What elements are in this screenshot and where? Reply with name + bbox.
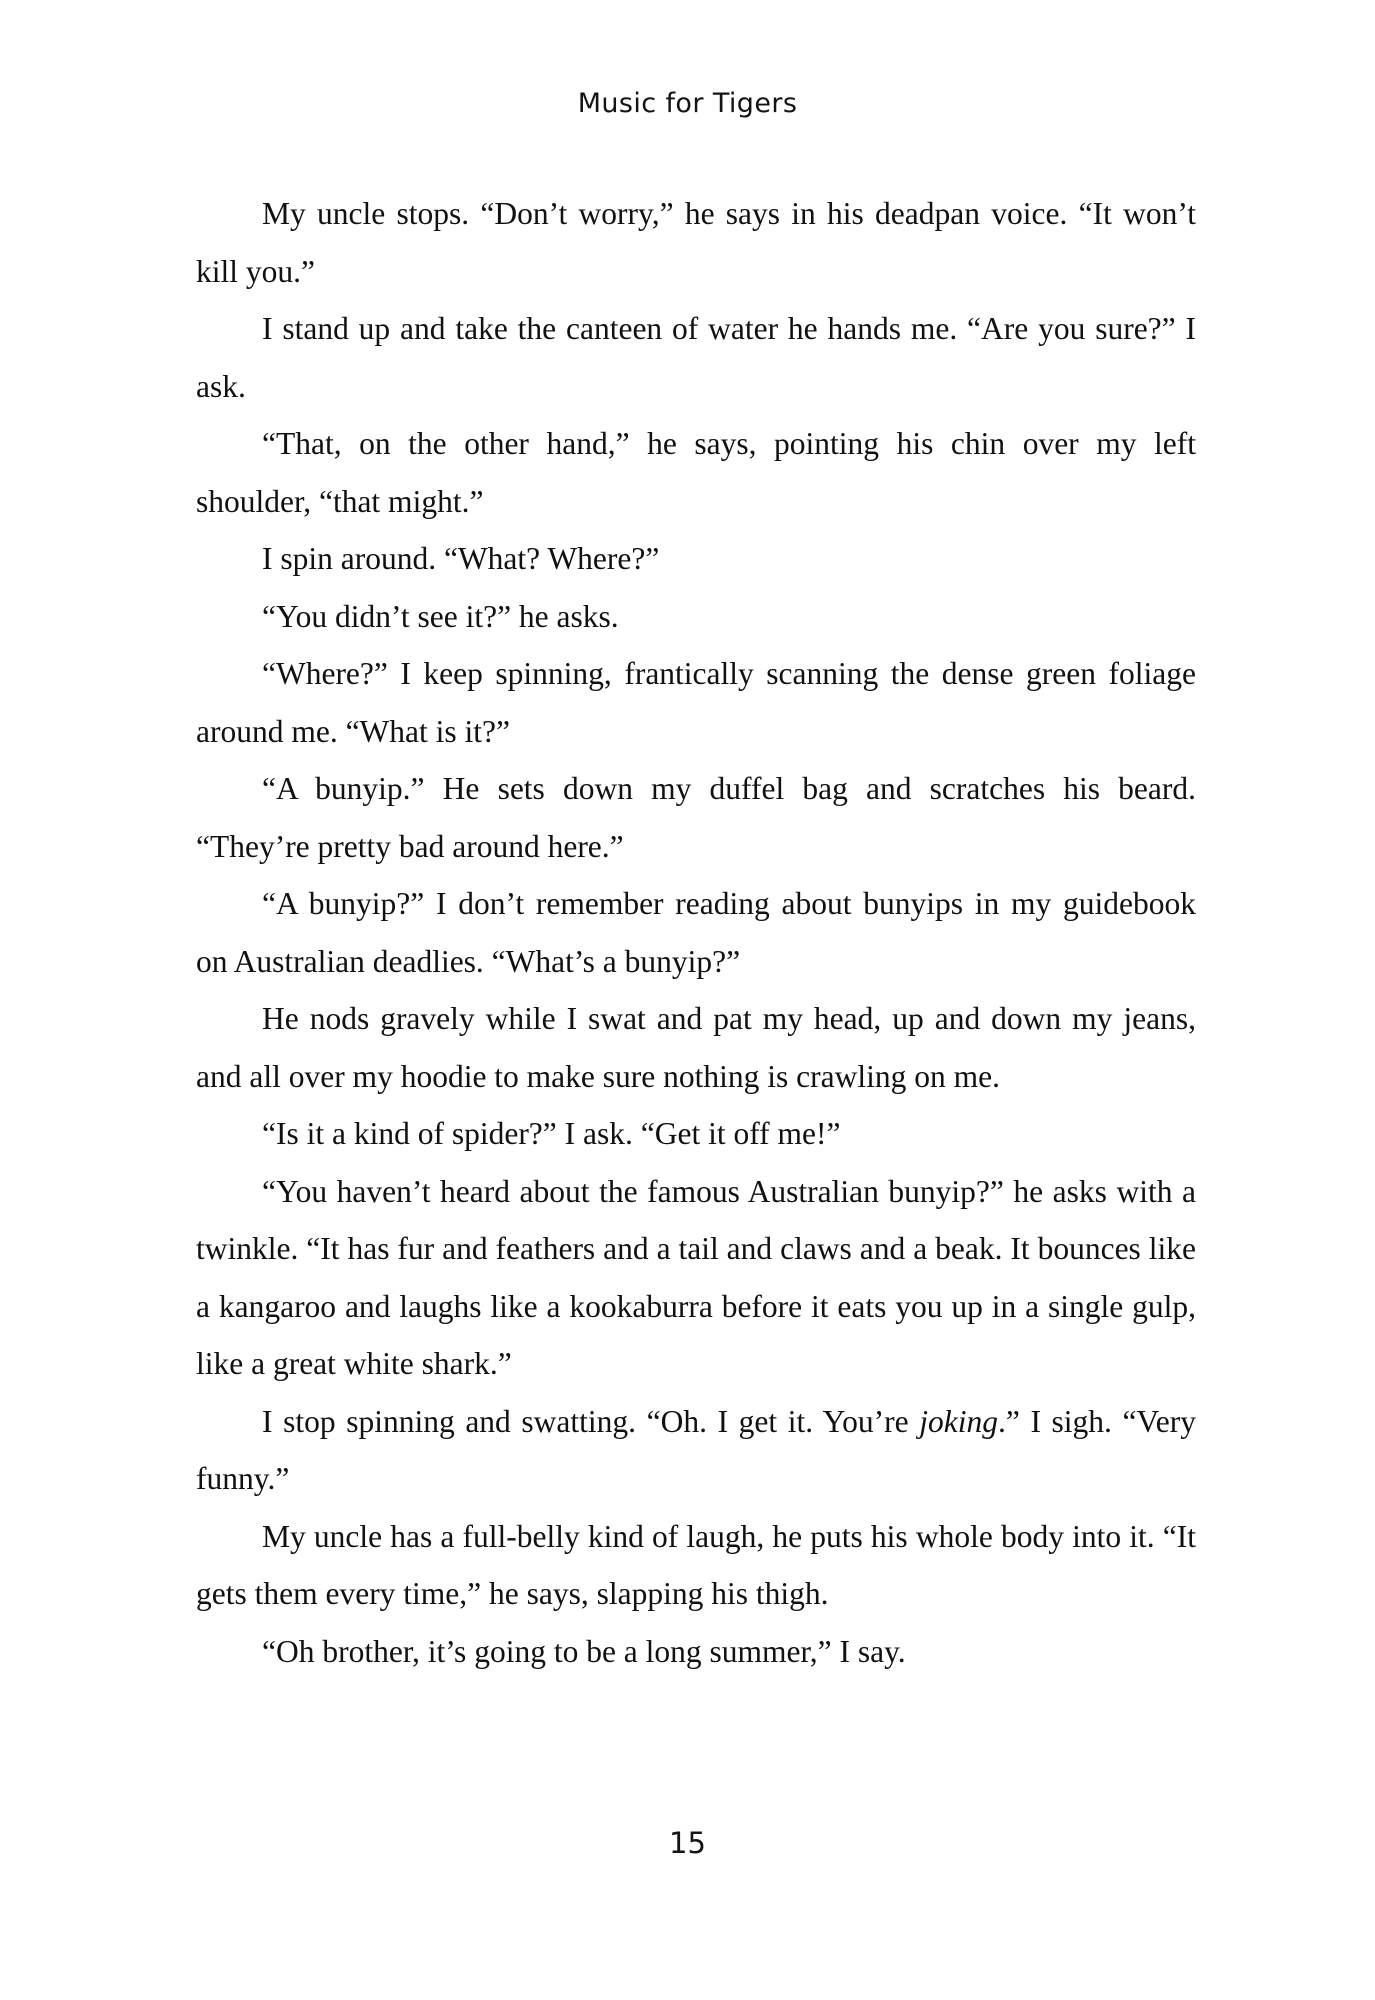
body-text — [196, 185, 1196, 1680]
paragraph: “Where?” I keep spinning, frantically scanning the dense green foliage around me. “What is it?” — [196, 656, 1196, 749]
paragraph: I stand up and take the canteen of water he hands me. “Are you sure?” I ask. — [196, 311, 1196, 404]
paragraph: My uncle has a full-belly kind of laugh, he puts his whole body into it. “It gets them every time,” he says, slapping his thigh. — [196, 1518, 1196, 1611]
paragraph-text-before: I stop spinning and swatting. “Oh. I get it. You’re — [262, 1403, 920, 1439]
paragraph: “You didn’t see it?” he asks. — [262, 598, 619, 634]
paragraph: “Oh brother, it’s going to be a long summer,” I say. — [262, 1633, 906, 1669]
paragraph: I spin around. “What? Where?” — [262, 541, 660, 576]
paragraph: He nods gravely while I swat and pat my head, up and down my jeans, and all over my hoodie to make sure nothing is crawling on me. — [196, 1001, 1196, 1094]
paragraph: “A bunyip?” I don’t remember reading about bunyips in my guidebook on Australian deadlies. “What’s a bunyip?” — [196, 886, 1196, 979]
paragraph: My uncle stops. “Don’t worry,” he says in his deadpan voice. “It won’t kill you.” — [196, 196, 1196, 289]
paragraph: “That, on the other hand,” he says, pointing his chin over my left shoulder, “that might.” — [196, 426, 1196, 519]
paragraph: “Is it a kind of spider?” I ask. “Get it off me!” — [262, 1116, 841, 1151]
paragraph: “You haven’t heard about the famous Australian bunyip?” he asks with a twinkle. “It has fur and feathers and a tail and claws and a beak. It bounces like a kangaroo and laughs like a kookaburra before it eats you up in a single gulp, like a great white shark.” — [196, 1173, 1196, 1381]
italic-word: joking — [919, 1403, 998, 1439]
paragraph-with-italic — [196, 1393, 1196, 1508]
paragraph: “A bunyip.” He sets down my duffel bag and scratches his beard. “They’re pretty bad around here.” — [196, 771, 1196, 864]
running-head: Music for Tigers — [577, 88, 798, 119]
page-number: 15 — [669, 1826, 706, 1860]
paragraph-text-after: .” I sigh. “Very funny.” — [196, 1403, 1196, 1496]
